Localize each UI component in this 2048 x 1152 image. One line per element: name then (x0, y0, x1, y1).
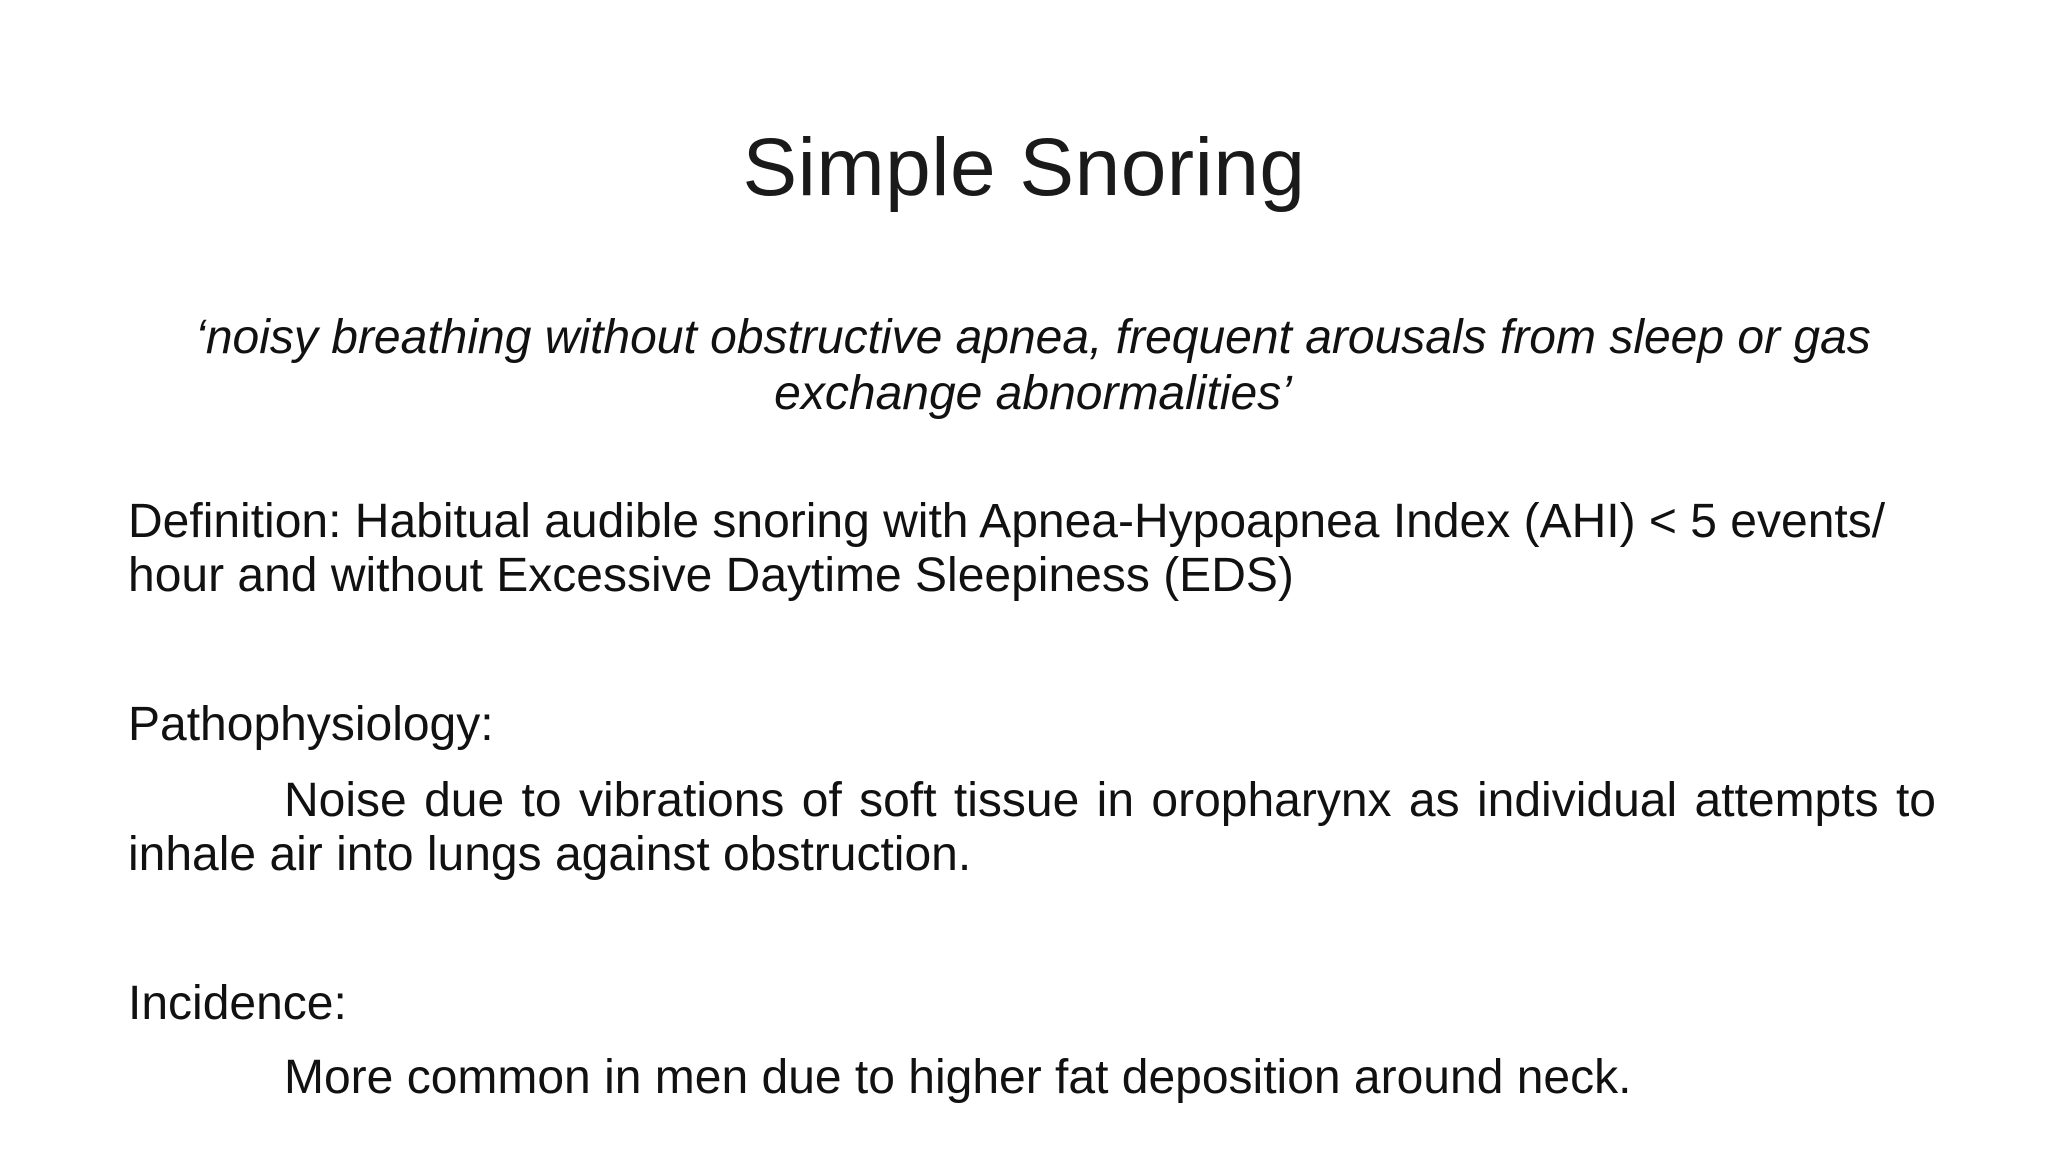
slide-title: Simple Snoring (742, 122, 1306, 213)
incidence-heading: Incidence: (128, 977, 347, 1030)
definition-quote: ‘noisy breathing without obstructive apnea, frequent arousals from sleep or gas exchange abnormalities’ (195, 311, 1871, 420)
pathophysiology-heading: Pathophysiology: (128, 698, 494, 751)
definition-text: Definition: Habitual audible snoring with Apnea-Hypoapnea Index (AHI) < 5 events/ hour and without Excessive Daytime Sleepiness (EDS) (128, 495, 1886, 602)
pathophysiology-text: Noise due to vibrations of soft tissue in oropharynx as individual attempts to inhale air into lungs against obstruction. (128, 774, 1936, 881)
incidence-text: More common in men due to higher fat deposition around neck. (284, 1051, 1632, 1104)
